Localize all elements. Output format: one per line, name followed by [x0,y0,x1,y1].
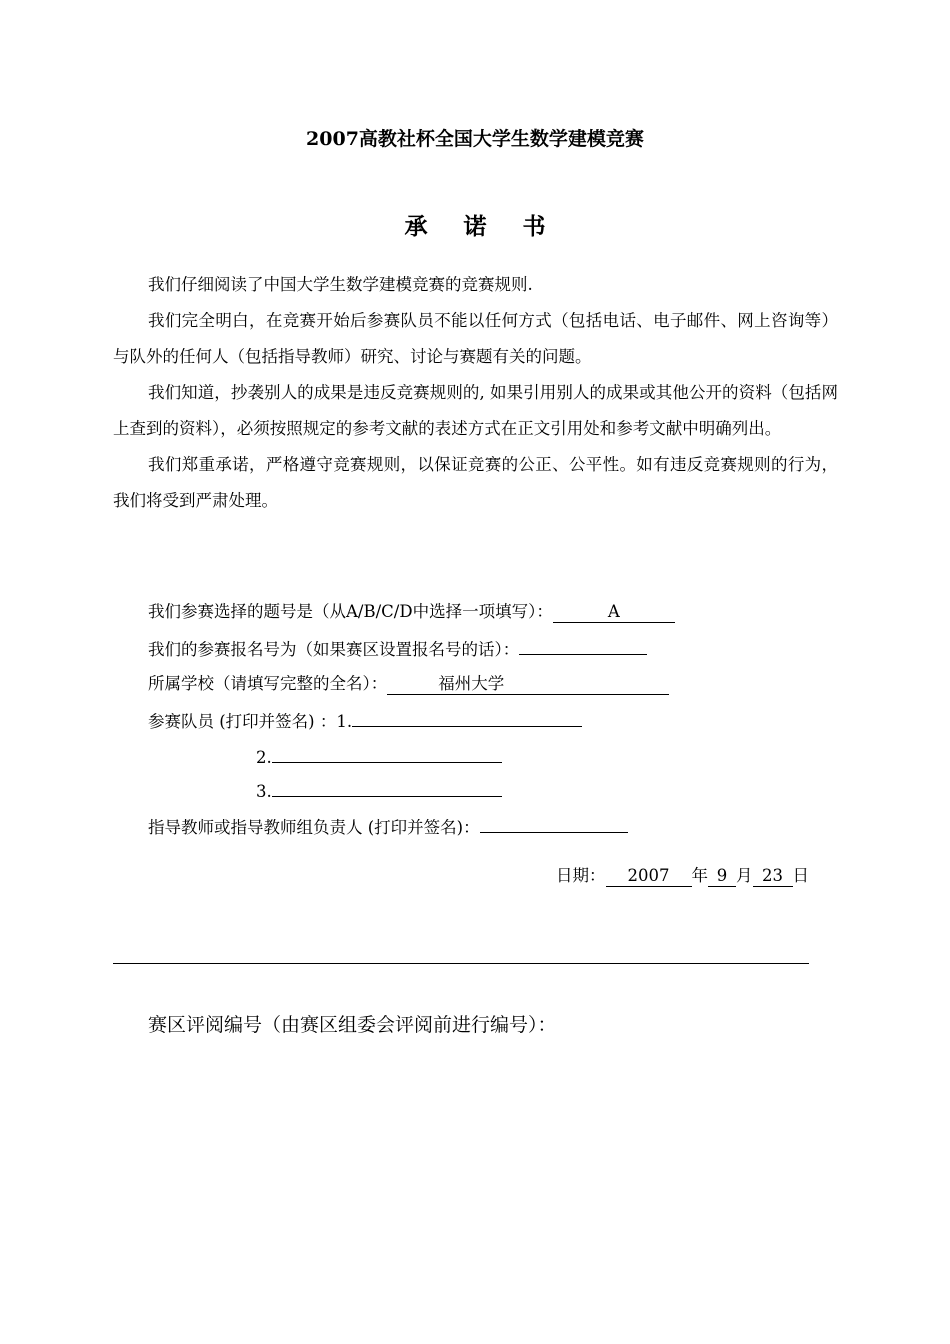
member-3-field[interactable] [272,776,502,797]
advisor-row [148,812,628,838]
problem-row [148,598,675,623]
section-divider [113,963,809,964]
member-2-field[interactable] [272,742,502,763]
school-row [148,670,669,695]
date-day-unit: 日 [792,866,809,885]
registration-row [148,634,647,660]
paragraph-4: 我们郑重承诺，严格遵守竞赛规则，以保证竞赛的公正、公平性。如有违反竞赛规则的行为，我们将受到严肃处理。 [113,455,838,510]
registration-label: 我们的参赛报名号为（如果赛区设置报名号的话）： [148,640,520,659]
members-row [148,706,582,732]
member-2-row [256,742,502,767]
member-1-field[interactable] [352,706,582,727]
members-label: 参赛队员 (打印并签名) ： [148,712,337,731]
date-year-field[interactable]: 2007 [606,866,692,887]
pledge-heading: 承 诺 书 [404,213,560,240]
problem-label: 我们参赛选择的题号是（从A/B/C/D中选择一项填写）： [148,602,553,621]
paragraph-1: 我们仔细阅读了中国大学生数学建模竞赛的竞赛规则. [148,275,533,294]
problem-field[interactable]: A [553,602,675,623]
review-number-label: 赛区评阅编号（由赛区组委会评阅前进行编号）： [148,1014,557,1036]
date-month-unit: 月 [736,866,753,885]
school-label: 所属学校（请填写完整的全名）： [148,674,388,693]
member-1-number: 1. [336,712,353,731]
pledge-body [113,267,838,519]
date-year-unit: 年 [691,866,708,885]
date-day-field[interactable]: 23 [753,866,793,887]
paragraph-3: 我们知道，抄袭别人的成果是违反竞赛规则的, 如果引用别人的成果或其他公开的资料（包括网上查到的资料），必须按照规定的参考文献的表述方式在正文引用处和参考文献中明确列出。 [113,383,838,438]
page-title: 2007高教社杯全国大学生数学建模竞赛 [306,128,644,150]
member-3-number: 3. [256,782,272,801]
advisor-label: 指导教师或指导教师组负责人 (打印并签名)： [148,818,480,837]
paragraph-2: 我们完全明白，在竞赛开始后参赛队员不能以任何方式（包括电话、电子邮件、网上咨询等）与队外的任何人（包括指导教师）研究、讨论与赛题有关的问题。 [113,311,838,366]
member-2-number: 2. [256,748,272,767]
date-month-field[interactable]: 9 [708,866,736,887]
school-value: 福州大学 [438,674,505,693]
registration-field[interactable] [519,634,647,655]
advisor-field[interactable] [480,812,628,833]
member-3-row [256,776,502,801]
date-row [556,862,809,887]
school-field[interactable] [387,674,669,695]
date-label: 日期： [556,866,606,885]
